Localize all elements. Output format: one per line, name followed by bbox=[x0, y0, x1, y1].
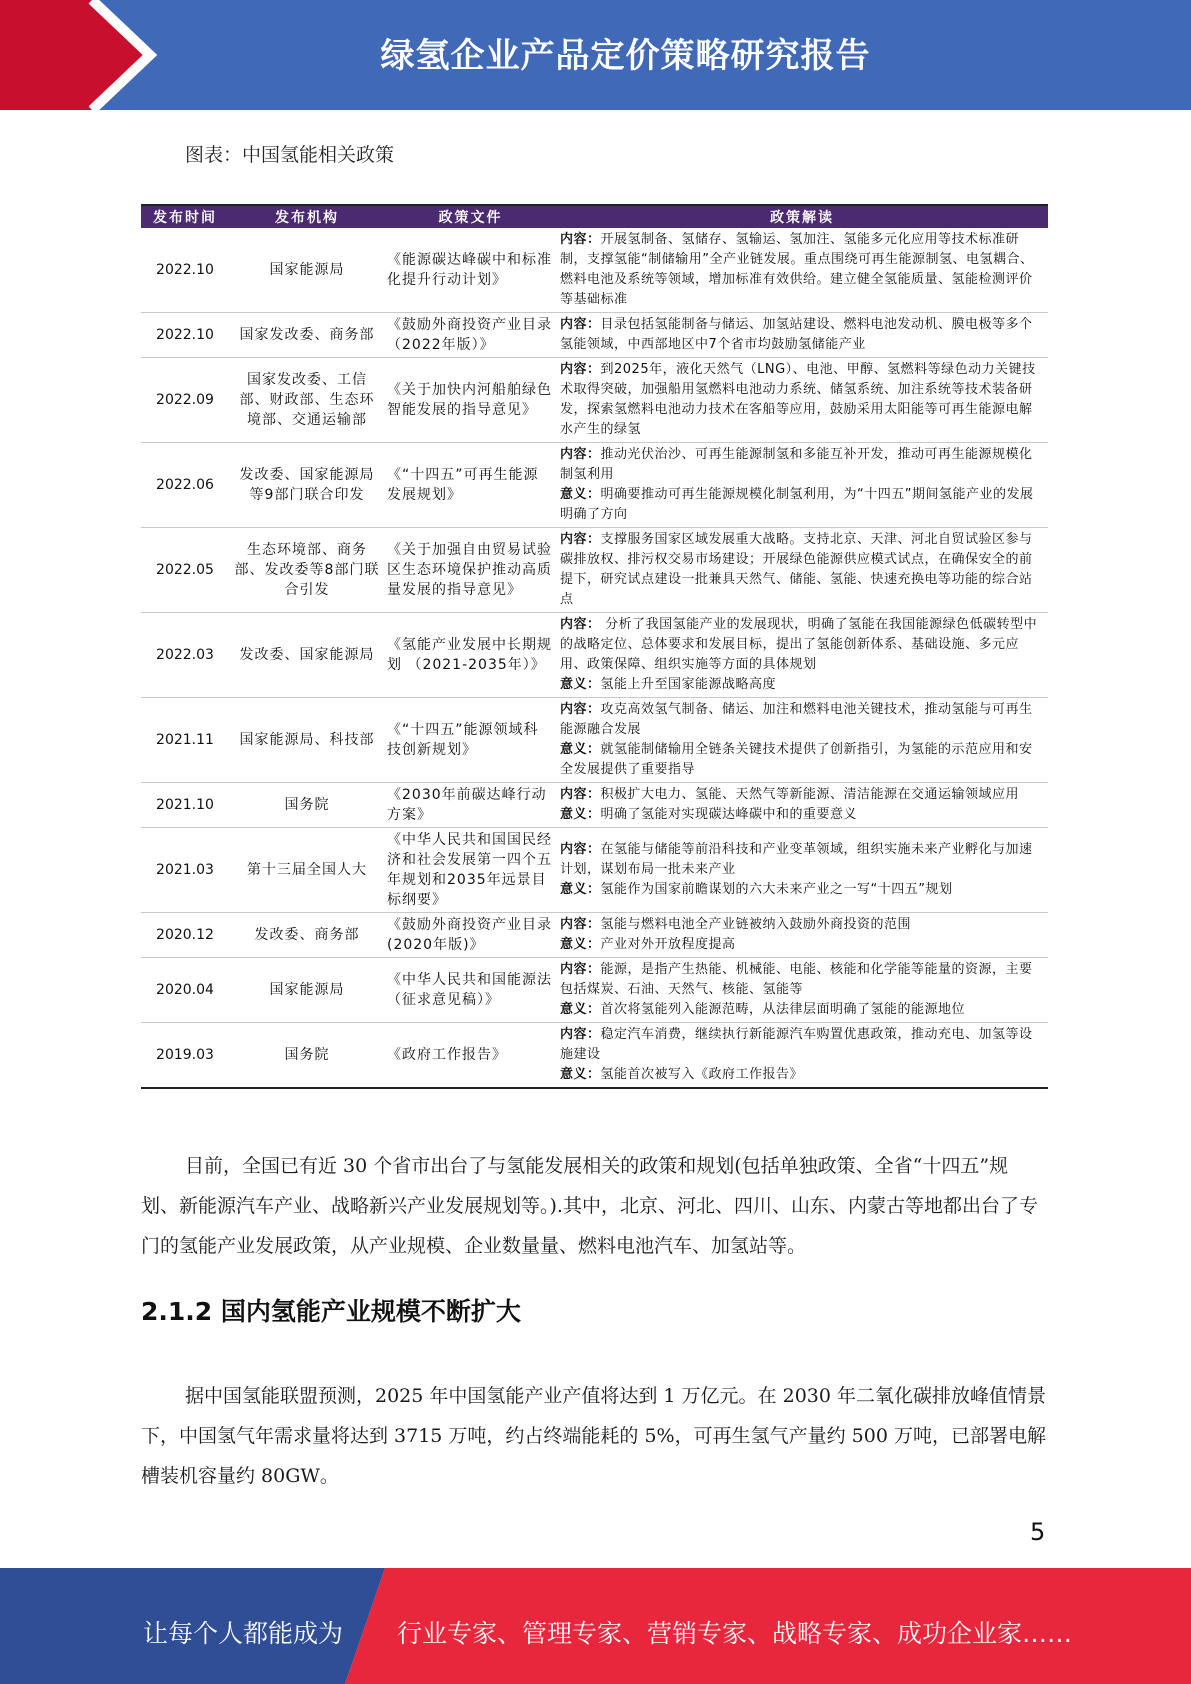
cell-policy-reading bbox=[556, 698, 1048, 783]
reading-text: 分析了我国氢能产业的发展现状，明确了氢能在我国能源绿色低碳转型中的战略定位、总体要求和发展目标，提出了氢能创新体系、基础设施、多元应用、政策保障、组织实施等方面的具体规划 bbox=[560, 617, 1038, 672]
reading-text: 氢能上升至国家能源战略高度 bbox=[600, 677, 777, 692]
cell-policy-reading bbox=[556, 783, 1048, 828]
page-number: 5 bbox=[1030, 1518, 1046, 1546]
table-row bbox=[141, 358, 1048, 443]
reading-text: 明确要推动可再生能源规模化制氢利用，为“十四五”期间氢能产业的发展明确了方向 bbox=[560, 487, 1034, 522]
reading-label: 意义： bbox=[560, 677, 601, 692]
cell-date: 2022.10 bbox=[141, 228, 229, 313]
cell-date: 2021.10 bbox=[141, 783, 229, 828]
cell-policy-document: 《鼓励外商投资产业目录（2022年版）》 bbox=[385, 313, 556, 358]
reading-label: 意义： bbox=[560, 882, 601, 897]
cell-date: 2022.05 bbox=[141, 528, 229, 613]
cell-date: 2021.11 bbox=[141, 698, 229, 783]
section-heading: 2.1.2 国内氢能产业规模不断扩大 bbox=[141, 1297, 521, 1326]
column-header-reading: 政策解读 bbox=[556, 205, 1048, 228]
table-row bbox=[141, 443, 1048, 528]
table-row bbox=[141, 1023, 1048, 1089]
reading-line bbox=[560, 785, 1044, 805]
reading-line bbox=[560, 315, 1044, 355]
reading-text: 首次将氢能列入能源范畴，从法律层面明确了氢能的能源地位 bbox=[600, 1002, 966, 1017]
cell-date: 2022.06 bbox=[141, 443, 229, 528]
reading-label: 内容： bbox=[560, 787, 601, 802]
report-title: 绿氢企业产品定价策略研究报告 bbox=[380, 36, 871, 76]
reading-text: 明确了氢能对实现碳达峰碳中和的重要意义 bbox=[600, 807, 858, 822]
cell-policy-document: 《氢能产业发展中长期规划 （2021-2035年）》 bbox=[385, 613, 556, 698]
cell-date: 2022.03 bbox=[141, 613, 229, 698]
footer-slogan-left: 让每个人都能成为 bbox=[143, 1619, 344, 1648]
cell-date: 2021.03 bbox=[141, 828, 229, 913]
reading-line bbox=[560, 230, 1044, 310]
cell-policy-reading bbox=[556, 228, 1048, 313]
reading-label: 意义： bbox=[560, 487, 601, 502]
reading-text: 就氢能制储输用全链条关键技术提供了创新指引，为氢能的示范应用和安全发展提供了重要指导 bbox=[560, 742, 1033, 777]
reading-line bbox=[560, 960, 1044, 1000]
table-row bbox=[141, 613, 1048, 698]
cell-policy-document: 《政府工作报告》 bbox=[385, 1023, 556, 1089]
reading-line bbox=[560, 530, 1044, 610]
cell-organization: 第十三届全国人大 bbox=[229, 828, 385, 913]
reading-label: 内容： bbox=[560, 532, 601, 547]
cell-policy-reading bbox=[556, 958, 1048, 1023]
cell-date: 2020.04 bbox=[141, 958, 229, 1023]
reading-label: 内容： bbox=[560, 702, 601, 717]
cell-policy-document: 《中华人民共和国国民经济和社会发展第一四个五年规划和2035年远景目标纲要》 bbox=[385, 828, 556, 913]
table-row bbox=[141, 698, 1048, 783]
reading-text: 推动光伏治沙、可再生能源制氢和多能互补开发，推动可再生能源规模化制氢利用 bbox=[560, 447, 1033, 482]
reading-line bbox=[560, 1065, 1044, 1085]
table-row bbox=[141, 958, 1048, 1023]
reading-line bbox=[560, 700, 1044, 740]
reading-text: 到2025年，液化天然气（LNG）、电池、甲醇、氢燃料等绿色动力关键技术取得突破，加强船用氢燃料电池动力系统、储氢系统、加注系统等技术装备研发，探索氢燃料电池动力技术在客船等应用，鼓励采用太阳能等可再生能源电解水产生的绿氢 bbox=[560, 362, 1036, 437]
footer-banner bbox=[0, 1568, 1191, 1684]
body-paragraph-provincial-policies: 目前，全国已有近 30 个省市出台了与氢能发展相关的政策和规划(包括单独政策、全省“十四五”规划、新能源汽车产业、战略新兴产业发展规划等。).其中，北京、河北、四川、山东、内蒙古等地都出台了专门的氢能产业发展政策，从产业规模、企业数量量、燃料电池汽车、加氢站等。 bbox=[141, 1155, 1038, 1257]
cell-organization: 发改委、国家能源局 bbox=[229, 613, 385, 698]
cell-organization: 国家能源局、科技部 bbox=[229, 698, 385, 783]
cell-policy-reading bbox=[556, 913, 1048, 958]
reading-text: 产业对外开放程度提高 bbox=[600, 937, 736, 952]
reading-label: 意义： bbox=[560, 742, 601, 757]
reading-line bbox=[560, 360, 1044, 440]
policy-table-body bbox=[141, 228, 1048, 1088]
reading-line bbox=[560, 880, 1044, 900]
reading-text: 开展氢制备、氢储存、氢输运、氢加注、氢能多元化应用等技术标准研制，支撑氢能“制储输用”全产业链发展。重点围绕可再生能源制氢、电氢耦合、燃料电池及系统等领域，增加标准有效供给。建立健全氢能质量、氢能检测评价等基础标准 bbox=[560, 232, 1034, 307]
reading-line bbox=[560, 445, 1044, 485]
policy-table bbox=[141, 204, 1048, 1089]
table-row bbox=[141, 828, 1048, 913]
reading-label: 意义： bbox=[560, 1002, 601, 1017]
reading-label: 内容： bbox=[560, 842, 601, 857]
cell-policy-document: 《“十四五”能源领域科技创新规划》 bbox=[385, 698, 556, 783]
reading-text: 积极扩大电力、氢能、天然气等新能源、清洁能源在交通运输领域应用 bbox=[600, 787, 1020, 802]
reading-text: 氢能首次被写入《政府工作报告》 bbox=[600, 1067, 804, 1082]
reading-line bbox=[560, 485, 1044, 525]
reading-label: 内容： bbox=[560, 317, 601, 332]
cell-policy-document: 《关于加快内河船舶绿色智能发展的指导意见》 bbox=[385, 358, 556, 443]
reading-line bbox=[560, 805, 1044, 825]
reading-text: 能源，是指产生热能、机械能、电能、核能和化学能等能量的资源，主要包括煤炭、石油、天然气、核能、氢能等 bbox=[560, 962, 1033, 997]
cell-organization: 发改委、国家能源局等9部门联合印发 bbox=[229, 443, 385, 528]
table-row bbox=[141, 783, 1048, 828]
reading-line bbox=[560, 840, 1044, 880]
body-paragraph-industry-scale: 据中国氢能联盟预测，2025 年中国氢能产业产值将达到 1 万亿元。在 2030 年二氧化碳排放峰值情景下，中国氢气年需求量将达到 3715 万吨，约占终端能耗的 5%，可再生氢气产量约 500 万吨，已部署电解槽装机容量约 80GW。 bbox=[141, 1385, 1046, 1487]
reading-label: 意义： bbox=[560, 937, 601, 952]
cell-organization: 国家能源局 bbox=[229, 228, 385, 313]
cell-organization: 国务院 bbox=[229, 1023, 385, 1089]
cell-date: 2019.03 bbox=[141, 1023, 229, 1089]
cell-policy-reading bbox=[556, 358, 1048, 443]
table-row bbox=[141, 313, 1048, 358]
cell-policy-reading bbox=[556, 443, 1048, 528]
cell-date: 2022.10 bbox=[141, 313, 229, 358]
reading-text: 在氢能与储能等前沿科技和产业变革领域，组织实施未来产业孵化与加速计划，谋划布局一批未来产业 bbox=[560, 842, 1033, 877]
cell-date: 2020.12 bbox=[141, 913, 229, 958]
reading-line bbox=[560, 615, 1044, 675]
table-row bbox=[141, 913, 1048, 958]
reading-text: 氢能与燃料电池全产业链被纳入鼓励外商投资的范围 bbox=[600, 917, 912, 932]
reading-line bbox=[560, 675, 1044, 695]
column-header-doc: 政策文件 bbox=[385, 205, 556, 228]
cell-organization: 国务院 bbox=[229, 783, 385, 828]
cell-policy-document: 《中华人民共和国能源法（征求意见稿）》 bbox=[385, 958, 556, 1023]
reading-label: 内容： bbox=[560, 362, 601, 377]
cell-policy-reading bbox=[556, 828, 1048, 913]
reading-label: 内容： bbox=[560, 1027, 601, 1042]
table-row bbox=[141, 528, 1048, 613]
table-caption: 图表：中国氢能相关政策 bbox=[185, 144, 395, 166]
cell-organization: 国家发改委、工信部、财政部、生态环境部、交通运输部 bbox=[229, 358, 385, 443]
cell-organization: 生态环境部、商务部、发改委等8部门联合引发 bbox=[229, 528, 385, 613]
reading-label: 内容： bbox=[560, 617, 601, 632]
reading-text: 支撑服务国家区域发展重大战略。支持北京、天津、河北自贸试验区参与碳排放权、排污权交易市场建设；开展绿色能源供应模式试点，在确保安全的前提下，研究试点建设一批兼具天然气、储能、氢能、快速充换电等功能的综合站点 bbox=[560, 532, 1033, 607]
cell-policy-document: 《2030年前碳达峰行动方案》 bbox=[385, 783, 556, 828]
cell-organization: 国家能源局 bbox=[229, 958, 385, 1023]
reading-label: 意义： bbox=[560, 1067, 601, 1082]
cell-policy-document: 《“十四五”可再生能源发展规划》 bbox=[385, 443, 556, 528]
cell-date: 2022.09 bbox=[141, 358, 229, 443]
reading-line bbox=[560, 1000, 1044, 1020]
column-header-org: 发布机构 bbox=[229, 205, 385, 228]
cell-policy-document: 《能源碳达峰碳中和标准化提升行动计划》 bbox=[385, 228, 556, 313]
cell-policy-reading bbox=[556, 313, 1048, 358]
column-header-date: 发布时间 bbox=[141, 205, 229, 228]
reading-label: 内容： bbox=[560, 232, 601, 247]
reading-label: 意义： bbox=[560, 807, 601, 822]
reading-text: 攻克高效氢气制备、储运、加注和燃料电池关键技术，推动氢能与可再生能源融合发展 bbox=[560, 702, 1033, 737]
reading-label: 内容： bbox=[560, 447, 601, 462]
reading-text: 氢能作为国家前瞻谋划的六大未来产业之一写“十四五”规划 bbox=[600, 882, 953, 897]
reading-line bbox=[560, 915, 1044, 935]
reading-text: 稳定汽车消费，继续执行新能源汽车购置优惠政策，推动充电、加氢等设施建设 bbox=[560, 1027, 1033, 1062]
reading-text: 目录包括氢能制备与储运、加氢站建设、燃料电池发动机、膜电极等多个氢能领域，中西部地区中7个省市均鼓励氢储能产业 bbox=[560, 317, 1033, 352]
cell-organization: 发改委、商务部 bbox=[229, 913, 385, 958]
reading-label: 内容： bbox=[560, 962, 601, 977]
reading-line bbox=[560, 1025, 1044, 1065]
reading-label: 内容： bbox=[560, 917, 601, 932]
header-banner bbox=[0, 0, 1191, 110]
reading-line bbox=[560, 740, 1044, 780]
footer-slogan-right: 行业专家、管理专家、营销专家、战略专家、成功企业家…… bbox=[397, 1619, 1073, 1648]
reading-line bbox=[560, 935, 1044, 955]
cell-policy-reading bbox=[556, 613, 1048, 698]
table-header-row bbox=[141, 205, 1048, 228]
cell-policy-reading bbox=[556, 528, 1048, 613]
cell-policy-document: 《鼓励外商投资产业目录(2020年版)》 bbox=[385, 913, 556, 958]
table-row bbox=[141, 228, 1048, 313]
cell-policy-document: 《关于加强自由贸易试验区生态环境保护推动高质量发展的指导意见》 bbox=[385, 528, 556, 613]
cell-organization: 国家发改委、商务部 bbox=[229, 313, 385, 358]
cell-policy-reading bbox=[556, 1023, 1048, 1089]
